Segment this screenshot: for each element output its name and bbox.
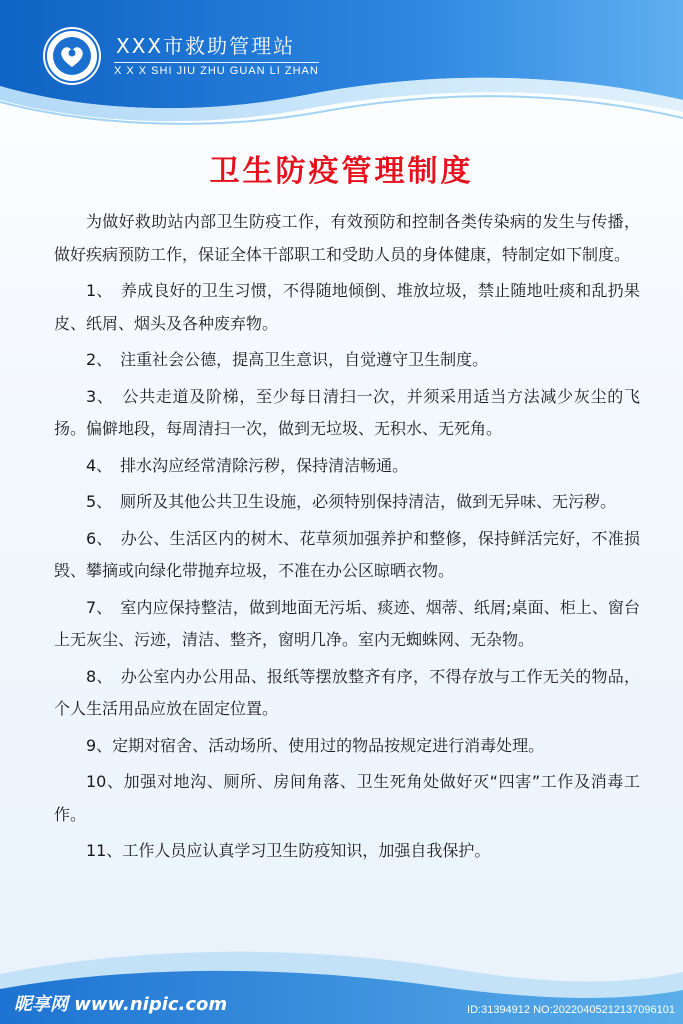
document-title: 卫生防疫管理制度 — [209, 154, 474, 189]
rule-item-8: 8、 办公室内办公用品、报纸等摆放整齐有序，不得存放与工作无关的物品，个人生活用品应放在固定位置。 — [54, 666, 640, 718]
header-wave-banner — [0, 0, 683, 140]
rule-item-4: 4、 排水沟应经常清除污秽，保持清洁畅通。 — [86, 455, 409, 475]
rule-item-7: 7、 室内应保持整洁，做到地面无污垢、痰迹、烟蒂、纸屑;桌面、柜上、窗台上无灰尘、污迹，清洁、整齐，窗明几净。室内无蜘蛛网、无杂物。 — [54, 597, 640, 649]
rule-item-6: 6、 办公、生活区内的树木、花草须加强养护和整修，保持鲜活完好，不准损毁、攀摘或向绿化带抛弃垃圾，不准在办公区晾晒衣物。 — [54, 528, 640, 580]
rule-item-11: 11、工作人员应认真学习卫生防疫知识，加强自我保护。 — [86, 841, 491, 860]
rule-item-3: 3、 公共走道及阶梯，至少每日清扫一次，并须采用适当方法减少灰尘的飞扬。偏僻地段，每周清扫一次，做到无垃圾、无积水、无死角。 — [54, 386, 640, 438]
rule-item-10: 10、加强对地沟、厕所、房间角落、卫生死角处做好灭“四害”工作及消毒工作。 — [54, 772, 640, 824]
rule-item-9: 9、定期对宿舍、活动场所、使用过的物品按规定进行消毒处理。 — [86, 735, 545, 755]
rule-item-5: 5、 厕所及其他公共卫生设施，必须特别保持清洁，做到无异味、无污秽。 — [86, 492, 617, 511]
watermark-logo: 昵享网 www.nipic.com — [14, 994, 228, 1015]
station-name: XXX市救助管理站 — [116, 34, 296, 58]
intro-paragraph: 为做好救助站内部卫生防疫工作，有效预防和控制各类传染病的发生与传播，做好疾病预防工作，保证全体干部职工和受助人员的身体健康，特制定如下制度。 — [54, 212, 640, 264]
rule-item-1: 1、 养成良好的卫生习惯，不得随地倾倒、堆放垃圾，禁止随地吐痰和乱扔果皮、纸屑、烟头及各种废弃物。 — [54, 281, 640, 333]
station-name-english: X X X SHI JIU ZHU GUAN LI ZHAN — [114, 62, 319, 77]
rescue-station-emblem-icon — [42, 26, 102, 86]
document-body — [54, 206, 640, 872]
rule-item-2: 2、 注重社会公德，提高卫生意识，自觉遵守卫生制度。 — [86, 350, 489, 369]
watermark-id: ID:31394912 NO:20220405212137096101 — [467, 1004, 675, 1016]
